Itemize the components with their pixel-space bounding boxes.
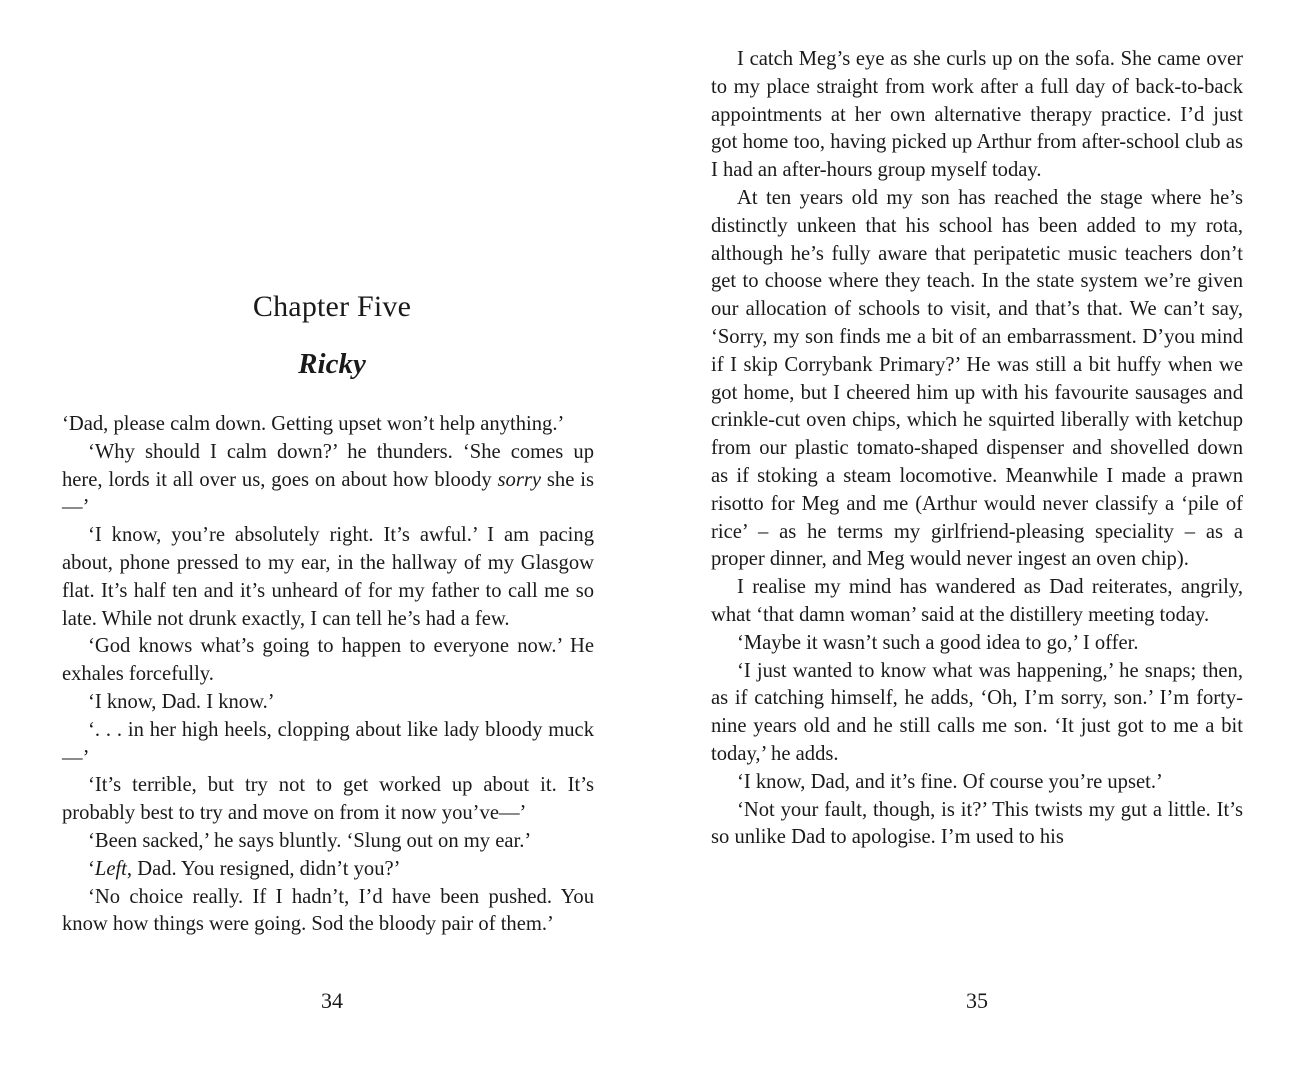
- chapter-title: Chapter Five: [252, 290, 412, 323]
- paragraph: At ten years old my son has reached the stage where he’s distinctly unkeen that his school has been added to my rota, although he’s fully aware that peripatetic music teachers don’t get to choose where they teach. In the state system we’re given our allocation of schools to visit, and that’s that. We can’t say, ‘Sorry, my son finds me a bit of an embarrassment. D’you mind if I skip Corrybank Primary?’ He was still a bit huffy when we got home, but I cheered him up with his favourite sausages and crinkle-cut oven chips, which he squirted liberally with ketchup from our plastic tomato-shaped dispenser and shovelled down as if stoking a steam locomotive. Meanwhile I made a prawn risotto for Meg and me (Arthur would never classify a ‘pile of rice’ – as he terms my girlfriend-pleasing speciality – as a proper dinner, and Meg would never ingest an oven chip).: [711, 186, 1243, 571]
- paragraph: ‘I know, you’re absolutely right. It’s awful.’ I am pacing about, phone pressed to my ear, in the hallway of my Glasgow flat. It’s half ten and it’s unheard of for my father to call me so late. While not drunk exactly, I can tell he’s had a few.: [62, 524, 594, 630]
- paragraph: ‘I know, Dad. I know.’: [88, 690, 275, 713]
- left-page: [62, 0, 594, 1080]
- paragraph: ‘Why should I calm down?’ he thunders. ‘She comes up here, lords it all over us, goes on about how bloody sorry she is—’: [62, 440, 595, 519]
- paragraph: ‘It’s terrible, but try not to get worked up about it. It’s probably best to try and move on from it now you’ve—’: [62, 774, 594, 825]
- paragraph: ‘Not your fault, though, is it?’ This twists my gut a little. It’s so unlike Dad to apologise. I’m used to his: [711, 798, 1243, 849]
- left-page-body: [62, 411, 594, 939]
- paragraph: I realise my mind has wandered as Dad reiterates, angrily, what ‘that damn woman’ said at the distillery meeting today.: [711, 576, 1243, 626]
- paragraph: ‘Maybe it wasn’t such a good idea to go,’ I offer.: [737, 631, 1139, 654]
- page-number: 35: [966, 988, 988, 1013]
- paragraph: ‘No choice really. If I hadn’t, I’d have been pushed. You know how things were going. Sod the bloody pair of them.’: [62, 885, 594, 936]
- paragraph: ‘Left, Dad. You resigned, didn’t you?’: [88, 857, 401, 880]
- paragraph: ‘I know, Dad, and it’s fine. Of course you’re upset.’: [737, 770, 1163, 793]
- right-page: [711, 0, 1243, 1080]
- paragraph: ‘Dad, please calm down. Getting upset won’t help anything.’: [62, 413, 565, 435]
- emphasis: Left: [94, 857, 127, 880]
- page-number: 34: [321, 988, 343, 1013]
- paragraph: I catch Meg’s eye as she curls up on the sofa. She came over to my place straight from work after a full day of back-to-back appointments at her own alternative therapy practice. I’d just got home too, having picked up Arthur from after-school club as I had an after-hours group myself today.: [711, 48, 1243, 182]
- paragraph: ‘Been sacked,’ he says bluntly. ‘Slung out on my ear.’: [88, 829, 532, 852]
- paragraph: ‘. . . in her high heels, clopping about like lady bloody muck—’: [62, 718, 594, 769]
- paragraph: ‘God knows what’s going to happen to everyone now.’ He exhales forcefully.: [62, 635, 594, 686]
- right-page-body: [711, 46, 1243, 852]
- paragraph: ‘I just wanted to know what was happening,’ he snaps; then, as if catching himself, he adds, ‘Oh, I’m sorry, son.’ I’m forty-nine years old and he still calls me son. ‘It just got to me a bit today,’ he adds.: [711, 659, 1243, 765]
- emphasis: sorry: [497, 468, 542, 491]
- chapter-subtitle: Ricky: [298, 348, 366, 380]
